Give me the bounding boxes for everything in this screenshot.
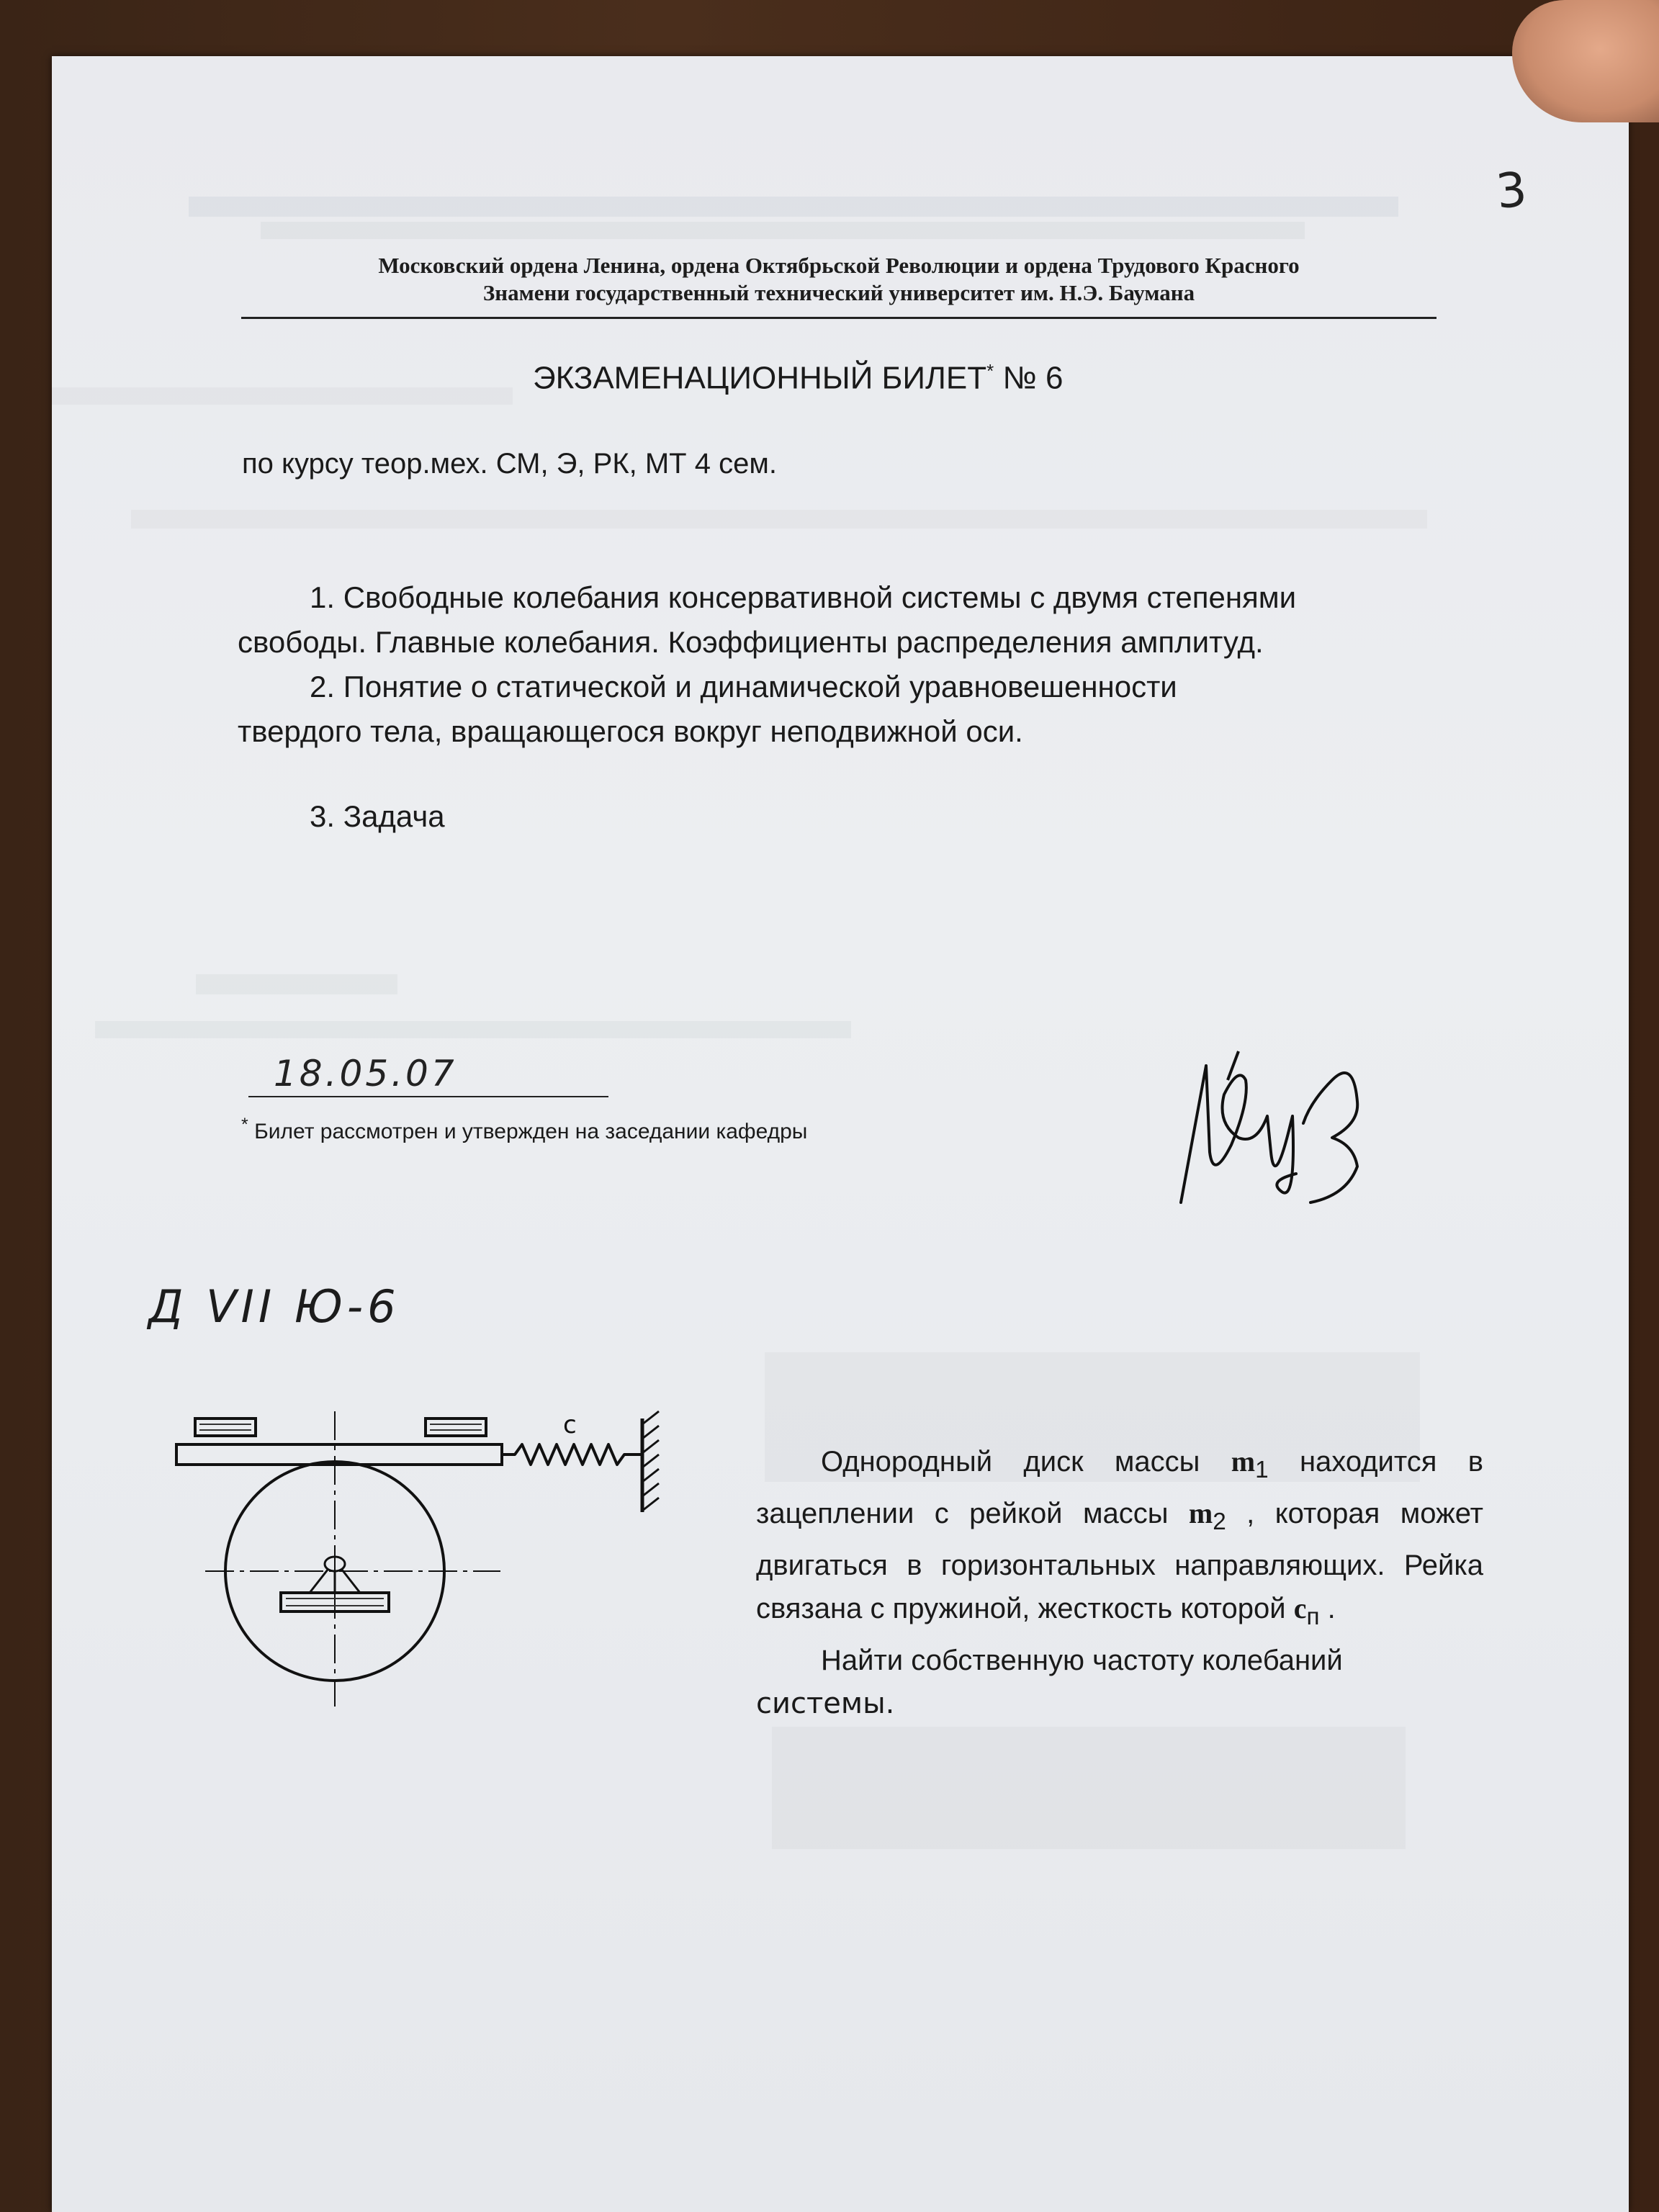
rack-load-right bbox=[426, 1419, 486, 1436]
task-text-1: Однородный диск массы bbox=[821, 1446, 1231, 1478]
mass-m1: m bbox=[1231, 1445, 1256, 1478]
approval-note bbox=[241, 1115, 807, 1144]
course-line: по курсу теор.мех. СМ, Э, РК, МТ 4 сем. bbox=[242, 448, 777, 480]
task-find-typed: Найти собственную частоту колебаний bbox=[821, 1645, 1343, 1676]
holding-thumb bbox=[1512, 0, 1659, 122]
show-through-text bbox=[131, 510, 1427, 529]
show-through-text bbox=[261, 222, 1305, 239]
task-text-4: . bbox=[1319, 1593, 1336, 1624]
stiffness-c-subscript: п bbox=[1306, 1604, 1320, 1630]
page-number: 3 bbox=[1493, 161, 1529, 220]
mass-m1-subscript: 1 bbox=[1255, 1457, 1269, 1483]
ticket-number: № 6 bbox=[1002, 360, 1064, 396]
task-question-end bbox=[756, 1682, 1483, 1725]
show-through-text bbox=[52, 387, 513, 405]
mass-m2: m bbox=[1188, 1497, 1213, 1529]
stiffness-c: c bbox=[1293, 1592, 1307, 1624]
show-through-text bbox=[196, 974, 397, 994]
rack-load-left bbox=[195, 1419, 256, 1436]
task-text-2: находится в зацеплении с рейкой массы bbox=[756, 1446, 1483, 1529]
wall-hatch bbox=[642, 1411, 659, 1511]
approval-date: 18.05.07 bbox=[274, 1053, 457, 1094]
header-divider bbox=[241, 317, 1437, 319]
header-line-1: Московский ордена Ленина, ордена Октябрьской Революции и ордена Трудового Красного bbox=[378, 253, 1300, 278]
show-through-text bbox=[189, 197, 1398, 217]
show-through-text bbox=[95, 1021, 851, 1038]
university-header bbox=[238, 252, 1440, 307]
spring-label: с bbox=[563, 1411, 577, 1439]
task-statement bbox=[756, 1440, 1483, 1725]
task-find-handwritten: системы. bbox=[756, 1687, 895, 1720]
question-1-line-1: 1. Свободные колебания консервативной системы с двумя степенями bbox=[310, 580, 1297, 614]
question-2-line-1: 2. Понятие о статической и динамической уравновешенности bbox=[310, 670, 1177, 703]
question-2-line-2: твердого тела, вращающегося вокруг неподвижной оси. bbox=[238, 714, 1023, 748]
task-text-3: , которая может двигаться в горизонтальных направляющих. Рейка связана с пружиной, жесткость которой bbox=[756, 1498, 1483, 1624]
task-question bbox=[756, 1639, 1483, 1682]
ticket-asterisk: * bbox=[986, 360, 994, 382]
header-line-2: Знамени государственный технический университет им. Н.Э. Баумана bbox=[482, 280, 1195, 305]
task-code: Д VII Ю-6 bbox=[148, 1280, 400, 1333]
question-3: 3. Задача bbox=[310, 799, 445, 833]
spring bbox=[502, 1444, 641, 1465]
ticket-title bbox=[533, 360, 1063, 397]
show-through-text bbox=[772, 1727, 1406, 1849]
approval-note-asterisk: * bbox=[241, 1115, 248, 1135]
ticket-title-text: ЭКЗАМЕНАЦИОННЫЙ БИЛЕТ bbox=[533, 360, 987, 396]
date-underline bbox=[248, 1096, 608, 1097]
rack-load-right-hatch bbox=[430, 1424, 482, 1430]
disk-rack-spring-diagram bbox=[162, 1404, 680, 1721]
rack-load-left-hatch bbox=[199, 1424, 251, 1430]
mass-m2-subscript: 2 bbox=[1213, 1509, 1226, 1535]
support-struts bbox=[310, 1570, 360, 1593]
task-paragraph bbox=[756, 1440, 1483, 1639]
approval-note-text: Билет рассмотрен и утвержден на заседании кафедры bbox=[254, 1120, 808, 1143]
head-of-department-signature bbox=[1166, 1037, 1382, 1210]
question-1-line-2: свободы. Главные колебания. Коэффициенты распределения амплитуд. bbox=[238, 625, 1264, 659]
